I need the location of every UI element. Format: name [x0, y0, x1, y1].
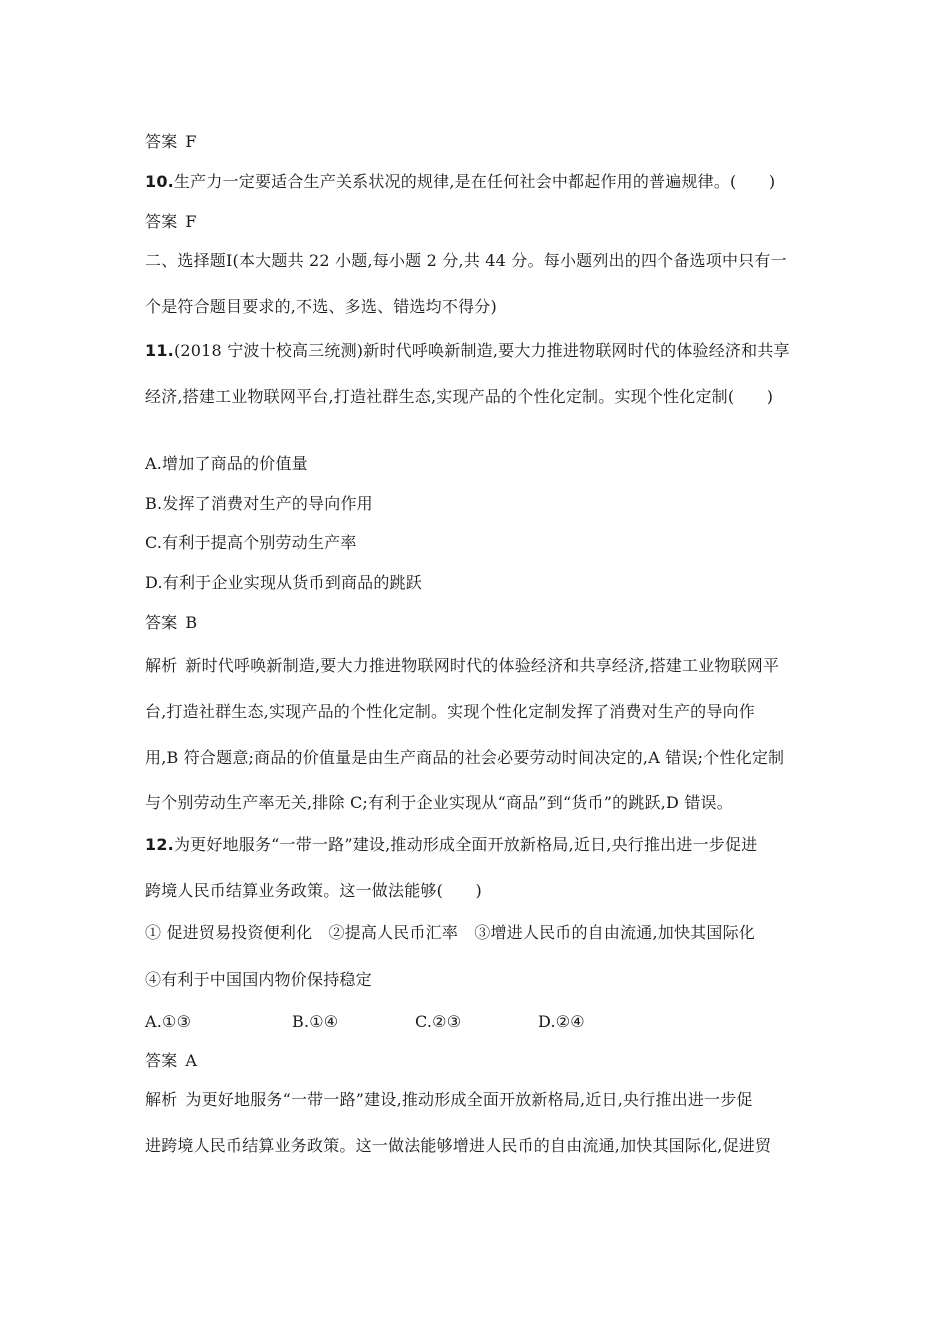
explanation-label: 解析	[145, 1090, 178, 1109]
option-d: D.有利于企业实现从货币到商品的跳跃	[145, 573, 422, 592]
answer-value: F	[185, 132, 197, 151]
question-11-line-2: 经济,搭建工业物联网平台,打造社群生态,实现产品的个性化定制。实现个性化定制( )	[145, 387, 774, 406]
explanation-label: 解析	[145, 656, 178, 675]
explanation-text: 为更好地服务“一带一路”建设,推动形成全面开放新格局,近日,央行推出进一步促	[185, 1090, 753, 1109]
answer-value: B	[185, 613, 198, 632]
section-heading-line-2: 个是符合题目要求的,不选、多选、错选均不得分)	[145, 297, 497, 316]
answer-line	[145, 1050, 197, 1072]
explanation-line-4: 与个别劳动生产率无关,排除 C;有利于企业实现从“商品”到“货币”的跳跃,D 错误。	[145, 793, 733, 812]
section-heading-line-1: 二、选择题Ⅰ(本大题共 22 小题,每小题 2 分,共 44 分。每小题列出的四个备选项中只有一	[145, 251, 787, 270]
explanation-text: 新时代呼唤新制造,要大力推进物联网时代的体验经济和共享经济,搭建工业物联网平	[185, 656, 780, 675]
explanation-line-2: 进跨境人民币结算业务政策。这一做法能够增进人民币的自由流通,加快其国际化,促进贸	[145, 1136, 772, 1155]
explanation-line-2: 台,打造社群生态,实现产品的个性化定制。实现个性化定制发挥了消费对生产的导向作	[145, 702, 755, 721]
answer-label: 答案	[145, 613, 178, 632]
question-number: 10.	[145, 172, 174, 191]
answer-value: A	[185, 1051, 198, 1070]
question-text: 为更好地服务“一带一路”建设,推动形成全面开放新格局,近日,央行推出进一步促进	[173, 835, 758, 854]
answer-value: F	[185, 212, 197, 231]
question-10	[145, 171, 775, 193]
option-c: C.有利于提高个别劳动生产率	[145, 533, 357, 552]
option-b: B.①④	[292, 1012, 339, 1031]
question-number: 12.	[145, 835, 174, 854]
statements-line-2: ④有利于中国国内物价保持稳定	[145, 970, 372, 989]
answer-line	[145, 612, 197, 634]
option-b: B.发挥了消费对生产的导向作用	[145, 494, 373, 513]
answer-line	[145, 211, 197, 233]
question-12-line-2: 跨境人民币结算业务政策。这一做法能够( )	[145, 881, 482, 900]
question-number: 11.	[145, 341, 174, 360]
question-11-line-1	[145, 340, 790, 362]
answer-label: 答案	[145, 132, 178, 151]
option-d: D.②④	[538, 1012, 585, 1031]
option-c: C.②③	[415, 1012, 462, 1031]
question-text: 生产力一定要适合生产关系状况的规律,是在任何社会中都起作用的普遍规律。( )	[173, 172, 776, 191]
explanation-line-3: 用,B 符合题意;商品的价值量是由生产商品的社会必要劳动时间决定的,A 错误;个性化定制	[145, 748, 785, 767]
answer-line	[145, 131, 197, 153]
option-a: A.增加了商品的价值量	[145, 454, 308, 473]
explanation-line-1	[145, 1089, 753, 1111]
question-12-line-1	[145, 834, 757, 856]
question-text: (2018 宁波十校高三统测)新时代呼唤新制造,要大力推进物联网时代的体验经济和共享	[173, 341, 790, 360]
explanation-line-1	[145, 655, 779, 677]
statements-line-1: ① 促进贸易投资便利化 ②提高人民币汇率 ③增进人民币的自由流通,加快其国际化	[145, 923, 755, 942]
answer-label: 答案	[145, 212, 178, 231]
answer-label: 答案	[145, 1051, 178, 1070]
option-a: A.①③	[145, 1012, 192, 1031]
